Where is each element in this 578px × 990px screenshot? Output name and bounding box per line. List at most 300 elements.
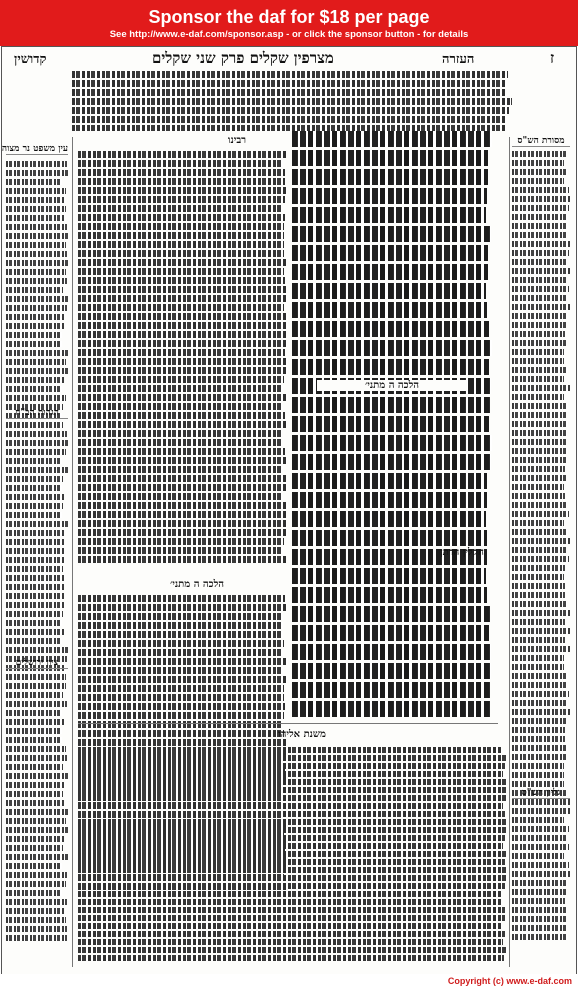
sponsor-subtitle[interactable]: See http://www.e-daf.com/sponsor.asp - or click the sponsor button - for details [109,29,469,40]
text-line [6,836,64,842]
text-line [292,682,490,698]
gemara-main-text [292,131,492,721]
text-line [6,494,64,500]
text-line [6,350,68,356]
text-line [78,322,288,329]
text-line [512,682,567,688]
text-line [6,449,66,455]
text-line [78,755,506,761]
text-line [6,566,63,572]
sponsor-banner[interactable] [0,0,578,46]
text-line [72,116,507,123]
text-line [512,385,570,391]
text-line [6,764,63,770]
text-line [6,395,66,401]
text-line [512,331,565,337]
masoret-hashas-margin [512,151,570,951]
text-line [512,628,570,634]
text-line [512,277,566,283]
text-line [512,799,570,805]
text-line [78,160,283,167]
text-line [6,827,68,833]
text-line [78,947,508,953]
text-line [78,795,507,801]
text-line [78,385,283,392]
text-line [78,685,284,692]
text-line [6,458,62,464]
text-line [512,169,568,175]
text-line [6,332,62,338]
text-line [72,107,509,114]
text-line [72,89,506,96]
text-line [78,658,288,665]
text-line [78,394,288,401]
text-line [72,80,507,87]
tziyun-heading: ציון ירושלים [6,657,68,669]
text-line [512,340,566,346]
text-line [78,304,284,311]
text-line [78,178,285,185]
text-line [512,835,568,841]
text-line [78,187,287,194]
text-line [6,908,64,914]
text-line [78,268,284,275]
text-line [6,314,65,320]
masoret-heading: מסורת הש"ס [512,135,570,147]
text-line [292,416,489,432]
text-line [6,575,65,581]
text-line [512,637,565,643]
text-line [292,359,489,375]
text-line [78,803,503,809]
text-line [6,620,62,626]
text-line [512,574,564,580]
text-line [6,377,64,383]
text-line [292,492,487,508]
text-line [78,640,284,647]
text-line [512,475,566,481]
text-line [78,241,284,248]
text-line [6,170,68,176]
text-line [6,215,65,221]
text-line [512,457,567,463]
text-line [512,862,569,868]
copyright-text[interactable]: Copyright (c) www.e-daf.com [447,976,572,986]
text-line [78,771,503,777]
text-line [512,673,568,679]
text-line [78,232,284,239]
text-line [78,412,285,419]
text-line [6,602,65,608]
text-line [78,439,282,446]
text-line [78,867,506,873]
text-line [6,521,68,527]
text-line [512,358,564,364]
text-line [512,808,570,814]
text-line [6,737,62,743]
text-line [292,606,490,622]
text-line [78,712,284,719]
text-line [6,791,63,797]
text-line [78,763,505,769]
text-line [512,889,566,895]
text-line [512,538,570,544]
text-line [512,880,568,886]
text-line [78,547,283,554]
text-line [78,827,506,833]
text-line [78,493,283,500]
text-line [6,431,67,437]
text-line [512,646,570,652]
text-line [292,587,487,603]
text-line [512,817,564,823]
text-line [6,719,65,725]
text-line [6,251,67,257]
bottom-commentary-band [78,747,508,969]
text-line [6,305,67,311]
text-line [6,845,63,851]
text-line [512,565,565,571]
text-line [512,610,570,616]
text-line [6,242,66,248]
text-line [78,286,286,293]
text-line [78,151,286,158]
header-chapter-title: מצרפין שקלים פרק שני שקלים [152,49,334,67]
text-line [292,321,489,337]
text-line [512,313,568,319]
text-line [512,205,569,211]
text-line [292,530,487,546]
text-line [512,250,569,256]
text-line [292,245,488,261]
text-line [512,322,566,328]
text-line [78,622,283,629]
text-line [78,403,283,410]
text-line [512,727,565,733]
text-line [292,207,486,223]
text-line [512,430,567,436]
text-line [512,349,564,355]
text-line [6,323,64,329]
text-line [6,179,62,185]
text-line [78,851,506,857]
text-line [78,538,284,545]
text-line [512,295,568,301]
text-line [6,917,66,923]
text-line [78,295,287,302]
text-line [512,214,568,220]
text-line [6,899,67,905]
text-line [6,800,64,806]
text-line [6,935,67,941]
text-line [78,915,505,921]
rashi-heading: רבינו [227,135,247,146]
text-line [78,358,288,365]
text-line [512,223,568,229]
text-line [512,619,565,625]
text-line [512,601,567,607]
text-line [512,421,568,427]
text-line [512,844,569,850]
text-line [78,250,284,257]
text-line [78,907,505,913]
text-line [78,899,502,905]
header-right-word: העזרה [442,52,475,67]
text-line [292,188,487,204]
text-line [6,926,67,932]
text-line [78,430,282,437]
text-line [78,694,284,701]
text-line [6,818,66,824]
text-line [292,150,488,166]
text-line [512,178,564,184]
text-line [6,611,63,617]
text-line [512,772,564,778]
text-line [78,205,282,212]
text-line [78,169,285,176]
text-line [78,502,288,509]
text-line [292,435,492,451]
text-line [78,631,283,638]
text-line [512,304,570,310]
text-line [6,881,66,887]
text-line [512,763,564,769]
text-line [78,367,288,374]
left-margin-rule [72,137,73,967]
text-line [78,214,285,221]
text-line [78,196,285,203]
text-line [512,655,564,661]
text-line [78,747,502,753]
text-line [292,473,487,489]
text-line [6,386,62,392]
right-lower-heading: חקלין הדתן [440,547,484,558]
text-line [512,394,564,400]
text-line [512,709,570,715]
text-line [78,843,503,849]
text-line [6,863,62,869]
text-line [78,883,505,889]
text-line [6,485,62,491]
text-line [512,934,568,940]
text-line [78,613,283,620]
text-line [78,277,285,284]
text-line [512,898,565,904]
text-line [6,188,66,194]
sponsor-title[interactable]: Sponsor the daf for $18 per page [148,7,430,27]
text-line [78,457,287,464]
text-line [78,529,288,536]
text-line [78,595,285,602]
text-line [78,313,288,320]
text-line [6,206,66,212]
text-line [512,511,569,517]
text-line [6,809,68,815]
text-line [512,754,566,760]
text-line [512,259,567,265]
text-line [6,872,67,878]
text-line [78,520,287,527]
text-line [512,484,564,490]
text-line [292,701,490,717]
header-left-word: קדושין [14,52,47,67]
text-line [78,739,286,746]
text-line [512,412,566,418]
text-line [512,916,566,922]
text-line [78,475,286,482]
text-line [6,512,62,518]
text-line [292,397,490,413]
text-line [78,891,502,897]
text-line [78,511,286,518]
text-line [78,703,285,710]
text-line [6,584,64,590]
text-line [6,692,63,698]
text-line [512,367,568,373]
text-line [512,502,567,508]
text-line [6,260,68,266]
text-line [512,529,568,535]
text-line [78,859,505,865]
text-line [512,736,565,742]
text-line [78,676,287,683]
text-line [292,131,492,147]
text-line [292,169,488,185]
text-line [6,287,63,293]
text-line [512,592,565,598]
text-line [512,691,569,697]
text-line [78,349,285,356]
text-line [512,160,564,166]
hagahot-heading: הגהות הב"ח [6,407,68,419]
text-line [292,644,491,660]
text-line [292,283,486,299]
text-line [6,359,66,365]
text-line [6,755,67,761]
text-line [78,604,287,611]
text-line [512,196,570,202]
text-line [6,467,68,473]
text-line [512,925,567,931]
header-folio-number: ז [550,49,555,67]
text-line [6,440,68,446]
text-line [512,493,565,499]
text-line [6,530,64,536]
text-line [512,907,567,913]
text-line [6,422,63,428]
right-margin-rule [509,137,510,967]
text-line [512,268,570,274]
mishnat-eliyahu-heading: משנת אליהו [278,729,326,740]
text-line [6,224,67,230]
text-line [512,556,569,562]
text-line [6,197,65,203]
text-line [78,421,287,428]
text-line [78,923,502,929]
talmud-page [1,46,577,976]
gilyon-heading: גליון הש"ס [512,787,570,799]
text-line [78,223,284,230]
text-line [78,667,283,674]
text-line [78,931,505,937]
text-line [512,718,568,724]
text-line [6,161,67,167]
text-line [78,331,286,338]
text-line [292,663,491,679]
text-line [512,700,568,706]
text-line [512,403,568,409]
text-line [6,782,65,788]
text-line [6,647,68,653]
text-line [78,259,286,266]
text-line [512,871,570,877]
section-divider [78,723,498,724]
text-line [292,340,492,356]
text-line [512,664,564,670]
text-line [78,556,286,563]
text-line [292,226,491,242]
text-line [512,439,566,445]
text-line [6,890,62,896]
text-line [6,269,66,275]
text-line [512,466,565,472]
text-line [78,875,508,881]
text-line [72,98,512,105]
text-line [78,466,283,473]
text-line [512,583,565,589]
text-line [78,484,287,491]
text-line [78,811,505,817]
text-line [6,539,64,545]
text-line [78,448,285,455]
footer [0,974,578,990]
text-line [6,674,66,680]
text-line [6,503,63,509]
text-line [78,376,284,383]
text-line [6,854,68,860]
text-line [292,302,487,318]
text-line [6,278,67,284]
text-line [78,649,283,656]
text-line [78,340,287,347]
text-line [512,286,569,292]
text-line [6,728,62,734]
rashi-commentary [78,151,288,571]
text-line [78,939,503,945]
text-line [6,746,66,752]
text-line [6,296,68,302]
text-line [6,593,64,599]
text-line [6,233,68,239]
text-line [292,568,486,584]
text-line [6,683,66,689]
text-line [512,520,564,526]
ein-mishpat-heading: עין משפט נר מצוה [1,144,68,154]
text-line [292,264,488,280]
text-line [6,341,62,347]
text-line [512,826,569,832]
text-line [78,835,505,841]
text-line [512,187,569,193]
mishnah-heading: הלכה ה מתני׳ [317,380,467,391]
text-line [6,710,62,716]
text-line [78,779,507,785]
text-line [78,819,507,825]
text-line [512,376,564,382]
left-lower-heading: הלכה ה מתני׳ [170,579,224,590]
text-line [78,787,506,793]
text-line [292,511,486,527]
